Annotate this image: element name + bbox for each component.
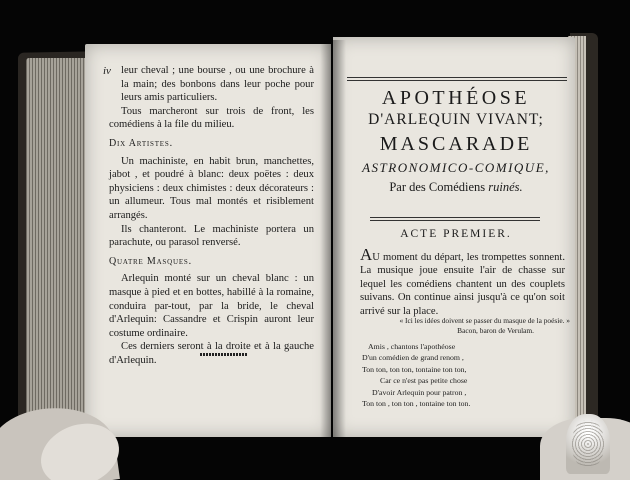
byline-prefix: Par des Comédiens xyxy=(389,180,489,194)
title-block xyxy=(345,86,567,196)
epigraph-attribution: Bacon, baron de Verulam. xyxy=(457,326,534,335)
paragraph: Ils chanteront. Le machiniste portera un parachute, ou parasol renversé. xyxy=(109,223,314,249)
title-line: ASTRONOMICO-COMIQUE, xyxy=(362,160,550,175)
title-line: MASCARADE xyxy=(379,133,533,155)
verse-line: D'un comédien de grand renom , xyxy=(362,353,464,363)
book-gutter xyxy=(320,40,346,438)
stage-direction xyxy=(360,245,565,318)
paragraph: leur cheval ; une bourse , ou une brochure à la main; des bonbons dans leur poche pour leurs amis particuliers. xyxy=(121,65,314,104)
epigraph-text: « Ici les idées doivent se passer du masque de la poésie. » xyxy=(399,316,570,325)
paragraph: Ces derniers seront à la droite et à la gauche d'Arlequin. xyxy=(109,341,314,366)
ornament-rule xyxy=(200,353,248,356)
verse-line: Ton ton, ton ton, tontaine ton ton, xyxy=(362,364,467,374)
act-heading: ACTE PREMIER. xyxy=(400,228,512,240)
byline-italic: ruinés. xyxy=(488,180,523,194)
song-verse xyxy=(362,341,562,409)
epigraph xyxy=(358,316,570,336)
section-heading-artistes: Dix Artistes. xyxy=(109,137,173,149)
title-line: D'ARLEQUIN VIVANT; xyxy=(368,111,544,128)
paragraph: Un machiniste, en habit brun, manchettes, jabot , et poudré à blanc: deux poëtes : deux physiciens : deux chimistes : deux décorateurs : un allumeur. Tous mal montés et risiblement arrangés. xyxy=(109,155,314,221)
title-rule-bottom xyxy=(370,217,540,221)
drop-cap: A xyxy=(360,245,373,264)
title-line: APOTHÉOSE xyxy=(381,87,531,109)
verse-line: Car ce n'est pas petite chose xyxy=(380,376,468,386)
title-rule-top xyxy=(347,77,567,81)
thimble-icon xyxy=(566,414,610,474)
verse-line: Amis , chantons l'apothéose xyxy=(368,342,456,351)
stage-direction-text: U moment du départ, les trompettes sonnent. La musique joue ensuite l'air de chasse sur lequel les comédiens chantent un des couplets suivans. On continue ainsi jusqu'à ce qu'on soit arrivé sur la place. xyxy=(360,252,565,317)
paragraph: Arlequin monté sur un cheval blanc : un masque à pied et en bottes, habillé à la romaine, conduira par-tout, par la bride, le cheval d'Arlequin: Cassandre et Crispin auront leur costume ordinaire. xyxy=(109,273,314,339)
verse-line: Ton ton , ton ton , tontaine ton ton. xyxy=(362,399,471,409)
left-page-text xyxy=(109,64,314,367)
paragraph: Tous marcheront sur trois de front, les comédiens à la file du milieu. xyxy=(109,105,314,131)
section-heading-masques: Quatre Masques. xyxy=(109,255,192,267)
byline xyxy=(345,178,567,196)
verse-line: D'avoir Arlequin pour patron , xyxy=(372,387,467,397)
page-number: iv xyxy=(103,65,111,77)
